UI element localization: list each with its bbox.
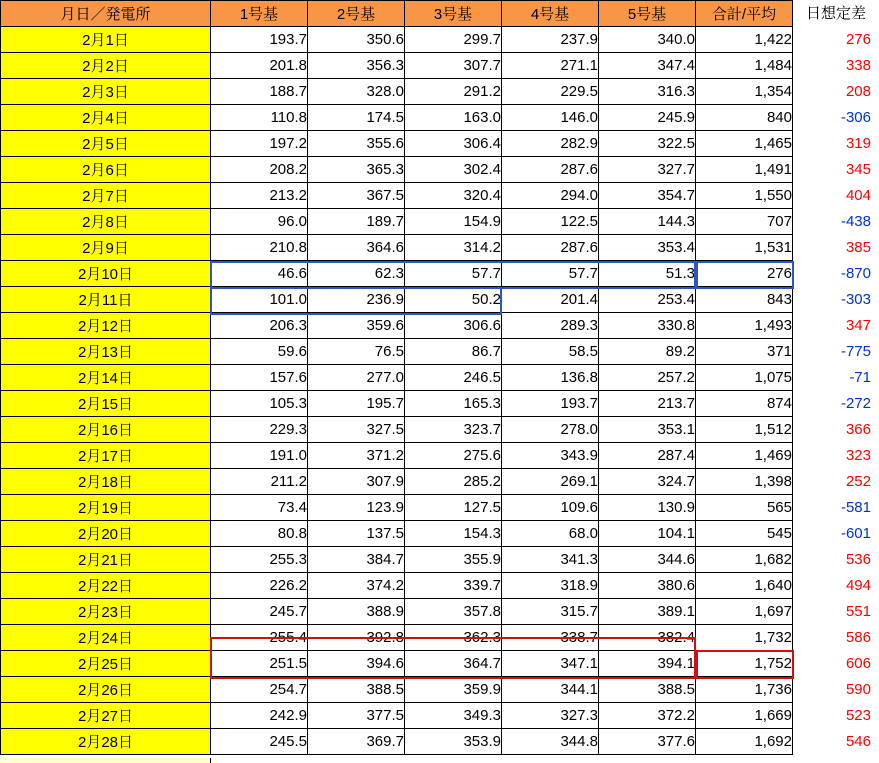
row-value-cell[interactable]: 302.4 bbox=[405, 157, 502, 183]
table-row bbox=[1, 209, 793, 235]
row-value-cell[interactable]: 136.8 bbox=[502, 365, 599, 391]
diff-value-cell[interactable]: -71 bbox=[793, 365, 879, 391]
row-value-cell[interactable]: 236.9 bbox=[308, 287, 405, 313]
row-value-cell[interactable]: 314.2 bbox=[405, 235, 502, 261]
row-value-cell[interactable]: 123.9 bbox=[308, 495, 405, 521]
diff-value-cell[interactable]: 345 bbox=[793, 157, 879, 183]
row-date-cell[interactable]: 2月19日 bbox=[1, 495, 211, 521]
row-total-cell[interactable]: 1,697 bbox=[696, 599, 793, 625]
row-total-cell[interactable]: 1,640 bbox=[696, 573, 793, 599]
row-date-cell[interactable]: 2月13日 bbox=[1, 339, 211, 365]
diff-value-cell[interactable]: -272 bbox=[793, 391, 879, 417]
row-total-cell[interactable]: 1,669 bbox=[696, 703, 793, 729]
row-value-cell[interactable]: 357.8 bbox=[405, 599, 502, 625]
row-value-cell[interactable]: 110.8 bbox=[211, 105, 308, 131]
row-date-cell[interactable]: 2月1日 bbox=[1, 27, 211, 53]
diff-value-cell[interactable]: 323 bbox=[793, 443, 879, 469]
row-value-cell[interactable]: 229.3 bbox=[211, 417, 308, 443]
row-value-cell[interactable]: 101.0 bbox=[211, 287, 308, 313]
diff-value-cell[interactable]: 606 bbox=[793, 651, 879, 677]
row-value-cell[interactable]: 362.3 bbox=[405, 625, 502, 651]
diff-value-cell[interactable]: 208 bbox=[793, 79, 879, 105]
row-value-cell[interactable]: 189.7 bbox=[308, 209, 405, 235]
row-value-cell[interactable]: 163.0 bbox=[405, 105, 502, 131]
diff-value-cell[interactable]: 338 bbox=[793, 53, 879, 79]
diff-value-cell[interactable]: 546 bbox=[793, 729, 879, 755]
row-total-cell[interactable]: 1,550 bbox=[696, 183, 793, 209]
row-total-cell[interactable]: 1,469 bbox=[696, 443, 793, 469]
table-row bbox=[1, 625, 793, 651]
row-total-cell[interactable]: 1,075 bbox=[696, 365, 793, 391]
row-total-cell[interactable]: 276 bbox=[696, 261, 793, 287]
row-value-cell[interactable]: 389.1 bbox=[599, 599, 696, 625]
row-value-cell[interactable]: 122.5 bbox=[502, 209, 599, 235]
row-value-cell[interactable]: 154.3 bbox=[405, 521, 502, 547]
row-value-cell[interactable]: 341.3 bbox=[502, 547, 599, 573]
row-total-cell[interactable]: 1,354 bbox=[696, 79, 793, 105]
row-value-cell[interactable]: 76.5 bbox=[308, 339, 405, 365]
row-value-cell[interactable]: 269.1 bbox=[502, 469, 599, 495]
column-header-unit4[interactable]: 4号基 bbox=[502, 1, 599, 27]
row-value-cell[interactable]: 193.7 bbox=[502, 391, 599, 417]
row-total-cell[interactable]: 707 bbox=[696, 209, 793, 235]
row-value-cell[interactable]: 89.2 bbox=[599, 339, 696, 365]
row-value-cell[interactable]: 294.0 bbox=[502, 183, 599, 209]
row-date-cell[interactable]: 2月10日 bbox=[1, 261, 211, 287]
row-value-cell[interactable]: 165.3 bbox=[405, 391, 502, 417]
table-row bbox=[1, 573, 793, 599]
row-value-cell[interactable]: 318.9 bbox=[502, 573, 599, 599]
row-value-cell[interactable]: 245.5 bbox=[211, 729, 308, 755]
row-value-cell[interactable]: 277.0 bbox=[308, 365, 405, 391]
row-date-cell[interactable]: 2月17日 bbox=[1, 443, 211, 469]
column-header-total[interactable]: 合計/平均 bbox=[696, 1, 793, 27]
row-value-cell[interactable]: 299.7 bbox=[405, 27, 502, 53]
row-value-cell[interactable]: 188.7 bbox=[211, 79, 308, 105]
row-value-cell[interactable]: 211.2 bbox=[211, 469, 308, 495]
row-value-cell[interactable]: 353.1 bbox=[599, 417, 696, 443]
row-value-cell[interactable]: 384.7 bbox=[308, 547, 405, 573]
row-value-cell[interactable]: 338.7 bbox=[502, 625, 599, 651]
row-value-cell[interactable]: 59.6 bbox=[211, 339, 308, 365]
row-value-cell[interactable]: 62.3 bbox=[308, 261, 405, 287]
row-value-cell[interactable]: 201.8 bbox=[211, 53, 308, 79]
diff-value-cell[interactable]: 385 bbox=[793, 235, 879, 261]
row-value-cell[interactable]: 127.5 bbox=[405, 495, 502, 521]
row-value-cell[interactable]: 388.5 bbox=[308, 677, 405, 703]
table-row bbox=[1, 79, 793, 105]
bottom-strip bbox=[0, 758, 211, 763]
row-value-cell[interactable]: 96.0 bbox=[211, 209, 308, 235]
row-value-cell[interactable]: 328.0 bbox=[308, 79, 405, 105]
row-total-cell[interactable]: 1,465 bbox=[696, 131, 793, 157]
table-row bbox=[1, 703, 793, 729]
row-total-cell[interactable]: 1,484 bbox=[696, 53, 793, 79]
row-value-cell[interactable]: 271.1 bbox=[502, 53, 599, 79]
row-value-cell[interactable]: 306.6 bbox=[405, 313, 502, 339]
table-row bbox=[1, 495, 793, 521]
row-date-cell[interactable]: 2月20日 bbox=[1, 521, 211, 547]
table-row bbox=[1, 105, 793, 131]
row-value-cell[interactable]: 339.7 bbox=[405, 573, 502, 599]
row-value-cell[interactable]: 369.7 bbox=[308, 729, 405, 755]
row-total-cell[interactable]: 840 bbox=[696, 105, 793, 131]
row-value-cell[interactable]: 208.2 bbox=[211, 157, 308, 183]
row-value-cell[interactable]: 327.3 bbox=[502, 703, 599, 729]
row-value-cell[interactable]: 307.7 bbox=[405, 53, 502, 79]
row-value-cell[interactable]: 154.9 bbox=[405, 209, 502, 235]
row-total-cell[interactable]: 1,531 bbox=[696, 235, 793, 261]
row-value-cell[interactable]: 57.7 bbox=[502, 261, 599, 287]
row-date-cell[interactable]: 2月18日 bbox=[1, 469, 211, 495]
row-value-cell[interactable]: 109.6 bbox=[502, 495, 599, 521]
row-total-cell[interactable]: 1,493 bbox=[696, 313, 793, 339]
row-value-cell[interactable]: 275.6 bbox=[405, 443, 502, 469]
row-value-cell[interactable]: 327.5 bbox=[308, 417, 405, 443]
row-value-cell[interactable]: 374.2 bbox=[308, 573, 405, 599]
row-value-cell[interactable]: 365.3 bbox=[308, 157, 405, 183]
row-value-cell[interactable]: 157.6 bbox=[211, 365, 308, 391]
column-header-unit5[interactable]: 5号基 bbox=[599, 1, 696, 27]
column-header-unit2[interactable]: 2号基 bbox=[308, 1, 405, 27]
row-value-cell[interactable]: 174.5 bbox=[308, 105, 405, 131]
row-value-cell[interactable]: 343.9 bbox=[502, 443, 599, 469]
row-total-cell[interactable]: 565 bbox=[696, 495, 793, 521]
row-value-cell[interactable]: 367.5 bbox=[308, 183, 405, 209]
row-value-cell[interactable]: 388.5 bbox=[599, 677, 696, 703]
row-value-cell[interactable]: 327.7 bbox=[599, 157, 696, 183]
row-value-cell[interactable]: 289.3 bbox=[502, 313, 599, 339]
table-row bbox=[1, 287, 793, 313]
row-value-cell[interactable]: 255.4 bbox=[211, 625, 308, 651]
row-value-cell[interactable]: 377.6 bbox=[599, 729, 696, 755]
row-total-cell[interactable]: 1,692 bbox=[696, 729, 793, 755]
row-value-cell[interactable]: 355.9 bbox=[405, 547, 502, 573]
row-date-cell[interactable]: 2月22日 bbox=[1, 573, 211, 599]
row-value-cell[interactable]: 359.6 bbox=[308, 313, 405, 339]
row-value-cell[interactable]: 354.7 bbox=[599, 183, 696, 209]
row-total-cell[interactable]: 1,491 bbox=[696, 157, 793, 183]
row-value-cell[interactable]: 130.9 bbox=[599, 495, 696, 521]
table-row bbox=[1, 313, 793, 339]
row-date-cell[interactable]: 2月28日 bbox=[1, 729, 211, 755]
row-value-cell[interactable]: 355.6 bbox=[308, 131, 405, 157]
column-header-date[interactable]: 月日／発電所 bbox=[1, 1, 211, 27]
table-row bbox=[1, 391, 793, 417]
row-value-cell[interactable]: 201.4 bbox=[502, 287, 599, 313]
row-total-cell[interactable]: 1,682 bbox=[696, 547, 793, 573]
row-value-cell[interactable]: 282.9 bbox=[502, 131, 599, 157]
row-total-cell[interactable]: 1,422 bbox=[696, 27, 793, 53]
diff-value-cell[interactable]: 586 bbox=[793, 625, 879, 651]
row-value-cell[interactable]: 349.3 bbox=[405, 703, 502, 729]
row-value-cell[interactable]: 57.7 bbox=[405, 261, 502, 287]
table-row bbox=[1, 599, 793, 625]
table-row bbox=[1, 651, 793, 677]
row-value-cell[interactable]: 323.7 bbox=[405, 417, 502, 443]
row-date-cell[interactable]: 2月6日 bbox=[1, 157, 211, 183]
row-date-cell[interactable]: 2月3日 bbox=[1, 79, 211, 105]
column-header-unit3[interactable]: 3号基 bbox=[405, 1, 502, 27]
row-date-cell[interactable]: 2月4日 bbox=[1, 105, 211, 131]
row-total-cell[interactable]: 545 bbox=[696, 521, 793, 547]
table-row bbox=[1, 443, 793, 469]
row-value-cell[interactable]: 324.7 bbox=[599, 469, 696, 495]
row-value-cell[interactable]: 316.3 bbox=[599, 79, 696, 105]
row-value-cell[interactable]: 285.2 bbox=[405, 469, 502, 495]
row-value-cell[interactable]: 253.4 bbox=[599, 287, 696, 313]
row-value-cell[interactable]: 388.9 bbox=[308, 599, 405, 625]
row-value-cell[interactable]: 257.2 bbox=[599, 365, 696, 391]
row-value-cell[interactable]: 394.1 bbox=[599, 651, 696, 677]
row-value-cell[interactable]: 226.2 bbox=[211, 573, 308, 599]
row-value-cell[interactable]: 191.0 bbox=[211, 443, 308, 469]
diff-value-cell[interactable]: 366 bbox=[793, 417, 879, 443]
row-value-cell[interactable]: 51.3 bbox=[599, 261, 696, 287]
diff-value-cell[interactable]: -303 bbox=[793, 287, 879, 313]
row-value-cell[interactable]: 380.6 bbox=[599, 573, 696, 599]
row-date-cell[interactable]: 2月16日 bbox=[1, 417, 211, 443]
table-row bbox=[1, 547, 793, 573]
row-value-cell[interactable]: 287.4 bbox=[599, 443, 696, 469]
row-date-cell[interactable]: 2月26日 bbox=[1, 677, 211, 703]
row-date-cell[interactable]: 2月11日 bbox=[1, 287, 211, 313]
row-value-cell[interactable]: 50.2 bbox=[405, 287, 502, 313]
row-value-cell[interactable]: 287.6 bbox=[502, 157, 599, 183]
row-value-cell[interactable]: 353.9 bbox=[405, 729, 502, 755]
row-value-cell[interactable]: 246.5 bbox=[405, 365, 502, 391]
row-date-cell[interactable]: 2月25日 bbox=[1, 651, 211, 677]
row-value-cell[interactable]: 344.6 bbox=[599, 547, 696, 573]
diff-value-cell[interactable]: 494 bbox=[793, 573, 879, 599]
row-date-cell[interactable]: 2月7日 bbox=[1, 183, 211, 209]
diff-value-cell[interactable]: -581 bbox=[793, 495, 879, 521]
table-row bbox=[1, 261, 793, 287]
row-value-cell[interactable]: 255.3 bbox=[211, 547, 308, 573]
row-value-cell[interactable]: 68.0 bbox=[502, 521, 599, 547]
row-value-cell[interactable]: 58.5 bbox=[502, 339, 599, 365]
row-value-cell[interactable]: 287.6 bbox=[502, 235, 599, 261]
row-value-cell[interactable]: 197.2 bbox=[211, 131, 308, 157]
diff-value-cell[interactable]: -601 bbox=[793, 521, 879, 547]
row-value-cell[interactable]: 86.7 bbox=[405, 339, 502, 365]
table-row bbox=[1, 27, 793, 53]
row-value-cell[interactable]: 245.9 bbox=[599, 105, 696, 131]
row-value-cell[interactable]: 344.8 bbox=[502, 729, 599, 755]
row-value-cell[interactable]: 242.9 bbox=[211, 703, 308, 729]
row-value-cell[interactable]: 347.4 bbox=[599, 53, 696, 79]
table-row bbox=[1, 469, 793, 495]
row-value-cell[interactable]: 392.8 bbox=[308, 625, 405, 651]
row-value-cell[interactable]: 347.1 bbox=[502, 651, 599, 677]
row-total-cell[interactable]: 1,732 bbox=[696, 625, 793, 651]
row-value-cell[interactable]: 213.7 bbox=[599, 391, 696, 417]
row-value-cell[interactable]: 210.8 bbox=[211, 235, 308, 261]
row-total-cell[interactable]: 874 bbox=[696, 391, 793, 417]
row-value-cell[interactable]: 206.3 bbox=[211, 313, 308, 339]
row-value-cell[interactable]: 350.6 bbox=[308, 27, 405, 53]
diff-value-cell[interactable]: 536 bbox=[793, 547, 879, 573]
table-row bbox=[1, 339, 793, 365]
row-total-cell[interactable]: 1,398 bbox=[696, 469, 793, 495]
row-value-cell[interactable]: 364.6 bbox=[308, 235, 405, 261]
diff-value-cell[interactable]: 252 bbox=[793, 469, 879, 495]
row-date-cell[interactable]: 2月12日 bbox=[1, 313, 211, 339]
table-row bbox=[1, 677, 793, 703]
diff-value-cell[interactable]: -870 bbox=[793, 261, 879, 287]
row-value-cell[interactable]: 245.7 bbox=[211, 599, 308, 625]
diff-value-cell[interactable]: 404 bbox=[793, 183, 879, 209]
table-row bbox=[1, 53, 793, 79]
diff-value-cell[interactable]: -438 bbox=[793, 209, 879, 235]
row-value-cell[interactable]: 320.4 bbox=[405, 183, 502, 209]
row-value-cell[interactable]: 356.3 bbox=[308, 53, 405, 79]
row-value-cell[interactable]: 306.4 bbox=[405, 131, 502, 157]
row-value-cell[interactable]: 278.0 bbox=[502, 417, 599, 443]
table-row bbox=[1, 131, 793, 157]
row-date-cell[interactable]: 2月24日 bbox=[1, 625, 211, 651]
table-header-row bbox=[1, 1, 793, 27]
row-date-cell[interactable]: 2月5日 bbox=[1, 131, 211, 157]
row-date-cell[interactable]: 2月8日 bbox=[1, 209, 211, 235]
row-value-cell[interactable]: 73.4 bbox=[211, 495, 308, 521]
row-value-cell[interactable]: 195.7 bbox=[308, 391, 405, 417]
row-value-cell[interactable]: 315.7 bbox=[502, 599, 599, 625]
row-total-cell[interactable]: 1,752 bbox=[696, 651, 793, 677]
row-value-cell[interactable]: 353.4 bbox=[599, 235, 696, 261]
row-date-cell[interactable]: 2月21日 bbox=[1, 547, 211, 573]
diff-value-cell[interactable]: 551 bbox=[793, 599, 879, 625]
row-total-cell[interactable]: 843 bbox=[696, 287, 793, 313]
table-row bbox=[1, 365, 793, 391]
row-date-cell[interactable]: 2月2日 bbox=[1, 53, 211, 79]
row-value-cell[interactable]: 364.7 bbox=[405, 651, 502, 677]
row-value-cell[interactable]: 307.9 bbox=[308, 469, 405, 495]
row-value-cell[interactable]: 193.7 bbox=[211, 27, 308, 53]
table-row bbox=[1, 183, 793, 209]
diff-column-header: 日想定差 bbox=[793, 0, 879, 27]
row-value-cell[interactable]: 330.8 bbox=[599, 313, 696, 339]
diff-value-cell[interactable]: -306 bbox=[793, 105, 879, 131]
diff-column bbox=[793, 0, 879, 755]
row-total-cell[interactable]: 1,736 bbox=[696, 677, 793, 703]
row-value-cell[interactable]: 377.5 bbox=[308, 703, 405, 729]
column-header-unit1[interactable]: 1号基 bbox=[211, 1, 308, 27]
row-value-cell[interactable]: 105.3 bbox=[211, 391, 308, 417]
diff-column-body bbox=[793, 27, 879, 755]
row-value-cell[interactable]: 251.5 bbox=[211, 651, 308, 677]
row-value-cell[interactable]: 359.9 bbox=[405, 677, 502, 703]
diff-value-cell[interactable]: -775 bbox=[793, 339, 879, 365]
table-row bbox=[1, 157, 793, 183]
row-total-cell[interactable]: 1,512 bbox=[696, 417, 793, 443]
row-value-cell[interactable]: 229.5 bbox=[502, 79, 599, 105]
table-body bbox=[1, 27, 793, 755]
row-value-cell[interactable]: 254.7 bbox=[211, 677, 308, 703]
row-value-cell[interactable]: 146.0 bbox=[502, 105, 599, 131]
table-row bbox=[1, 521, 793, 547]
row-value-cell[interactable]: 291.2 bbox=[405, 79, 502, 105]
row-total-cell[interactable]: 371 bbox=[696, 339, 793, 365]
row-value-cell[interactable]: 213.2 bbox=[211, 183, 308, 209]
row-value-cell[interactable]: 104.1 bbox=[599, 521, 696, 547]
row-value-cell[interactable]: 394.6 bbox=[308, 651, 405, 677]
row-date-cell[interactable]: 2月15日 bbox=[1, 391, 211, 417]
row-value-cell[interactable]: 80.8 bbox=[211, 521, 308, 547]
row-date-cell[interactable]: 2月9日 bbox=[1, 235, 211, 261]
row-value-cell[interactable]: 372.2 bbox=[599, 703, 696, 729]
row-value-cell[interactable]: 371.2 bbox=[308, 443, 405, 469]
row-value-cell[interactable]: 46.6 bbox=[211, 261, 308, 287]
table-row bbox=[1, 235, 793, 261]
row-value-cell[interactable]: 344.1 bbox=[502, 677, 599, 703]
table-row bbox=[1, 729, 793, 755]
diff-value-cell[interactable]: 276 bbox=[793, 27, 879, 53]
diff-value-cell[interactable]: 590 bbox=[793, 677, 879, 703]
row-value-cell[interactable]: 340.0 bbox=[599, 27, 696, 53]
row-value-cell[interactable]: 382.4 bbox=[599, 625, 696, 651]
row-value-cell[interactable]: 322.5 bbox=[599, 131, 696, 157]
table-row bbox=[1, 417, 793, 443]
diff-value-cell[interactable]: 319 bbox=[793, 131, 879, 157]
row-date-cell[interactable]: 2月14日 bbox=[1, 365, 211, 391]
diff-value-cell[interactable]: 347 bbox=[793, 313, 879, 339]
row-value-cell[interactable]: 137.5 bbox=[308, 521, 405, 547]
row-value-cell[interactable]: 237.9 bbox=[502, 27, 599, 53]
row-value-cell[interactable]: 144.3 bbox=[599, 209, 696, 235]
row-date-cell[interactable]: 2月23日 bbox=[1, 599, 211, 625]
diff-value-cell[interactable]: 523 bbox=[793, 703, 879, 729]
row-date-cell[interactable]: 2月27日 bbox=[1, 703, 211, 729]
